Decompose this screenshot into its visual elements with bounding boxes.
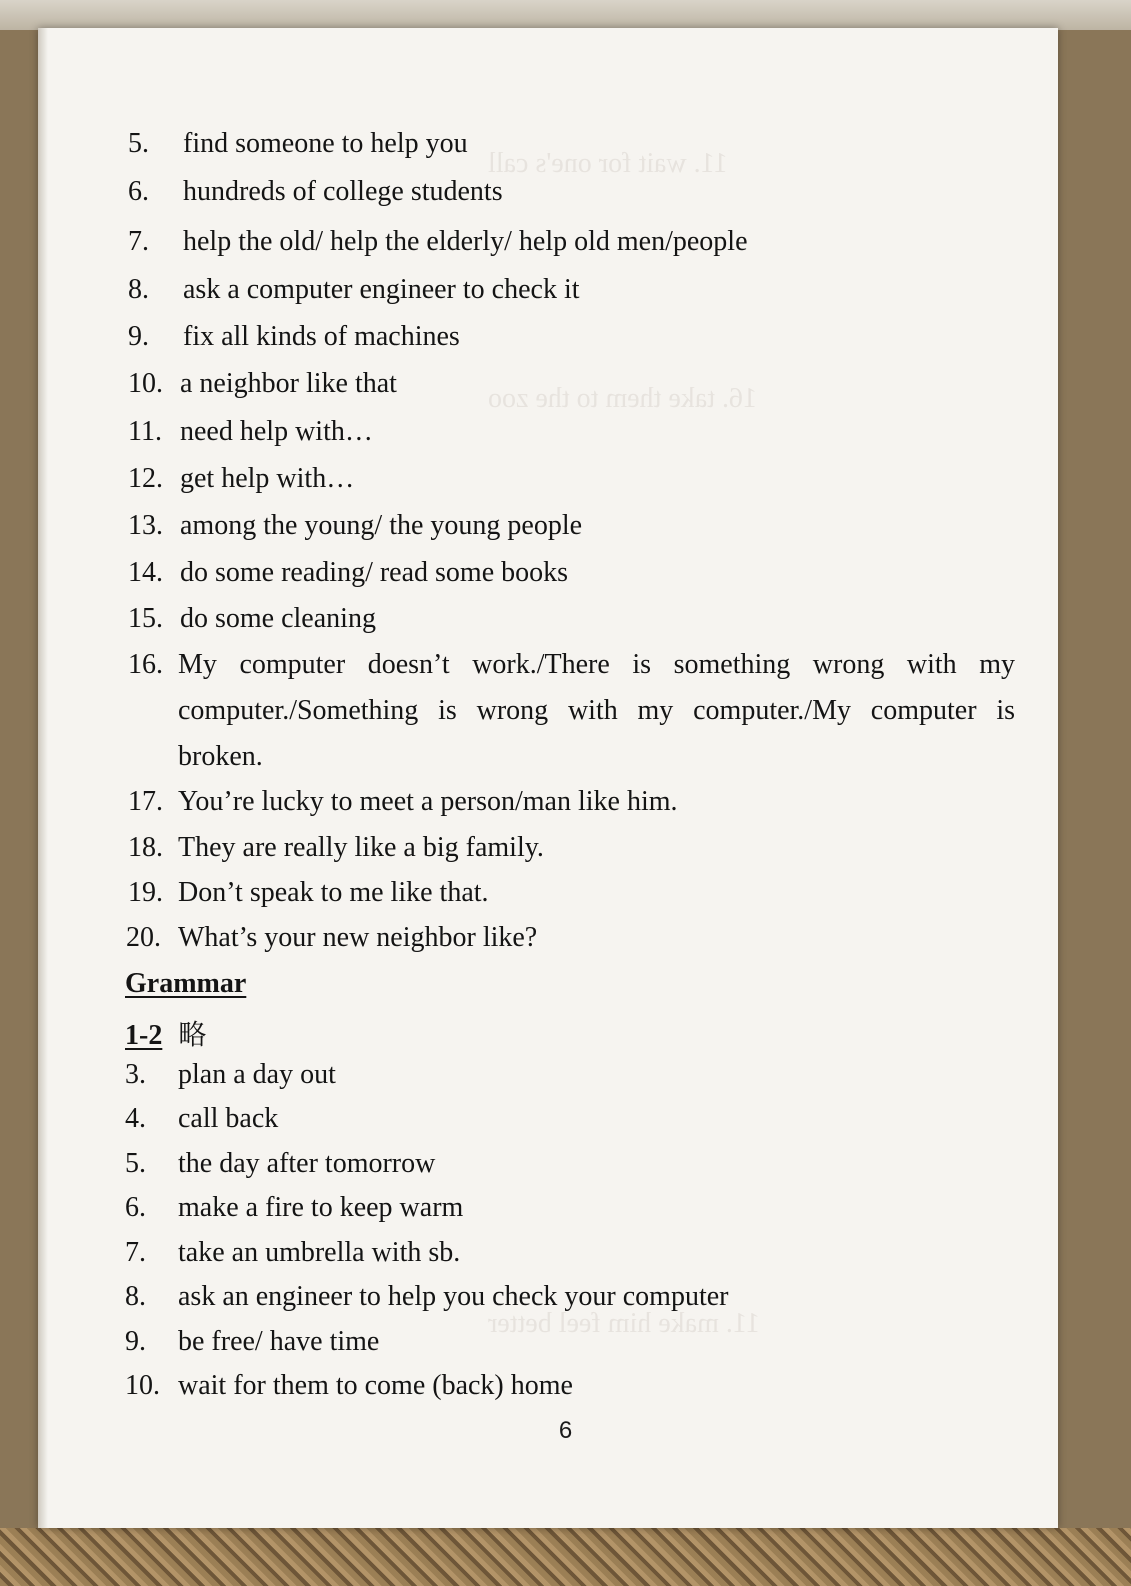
item-text: take an umbrella with sb. xyxy=(178,1237,461,1268)
item-number: 9. xyxy=(125,1326,146,1357)
item-text: plan a day out xyxy=(178,1059,336,1090)
item-number: 15. xyxy=(128,603,163,634)
item-number: 3. xyxy=(125,1059,146,1090)
item-number: 8. xyxy=(128,274,149,305)
desk-surface xyxy=(0,1528,1131,1586)
document-page xyxy=(38,28,1058,1528)
item-number: 7. xyxy=(128,226,149,257)
item-text: the day after tomorrow xyxy=(178,1148,436,1179)
show-through-texture: 11. make him feel better xyxy=(488,1308,760,1339)
item-number: 16. xyxy=(128,649,163,680)
item-text: Don’t speak to me like that. xyxy=(178,877,489,908)
item-number: 17. xyxy=(128,786,163,817)
item-text: They are really like a big family. xyxy=(178,832,544,863)
page-number: 6 xyxy=(558,1417,573,1444)
item-text: be free/ have time xyxy=(178,1326,380,1357)
item-text: call back xyxy=(178,1103,279,1134)
item-text: find someone to help you xyxy=(183,128,468,159)
show-through-texture: 16. take them to the zoo xyxy=(488,383,758,414)
subheading-note: 略 xyxy=(178,1018,207,1051)
show-through-texture: 11. wait for one's call xyxy=(488,148,728,179)
item-number: 7. xyxy=(125,1237,146,1268)
item-text: a neighbor like that xyxy=(180,368,397,399)
page-top-edge xyxy=(0,0,1131,30)
item-text: help the old/ help the elderly/ help old men/people xyxy=(183,226,748,257)
item-text: fix all kinds of machines xyxy=(183,321,460,352)
item-number: 18. xyxy=(128,832,163,863)
item-number: 19. xyxy=(128,877,163,908)
item-number: 5. xyxy=(125,1148,146,1179)
item-text: make a fire to keep warm xyxy=(178,1192,464,1223)
item-text: wait for them to come (back) home xyxy=(178,1370,573,1401)
item-number: 6. xyxy=(128,176,149,207)
item-text: among the young/ the young people xyxy=(180,510,583,541)
item-number: 12. xyxy=(128,463,163,494)
item-text: get help with… xyxy=(180,463,355,494)
item-text: ask an engineer to help you check your computer xyxy=(178,1281,729,1312)
item-text: hundreds of college students xyxy=(183,176,503,207)
item-number: 10. xyxy=(128,368,163,399)
item-text: You’re lucky to meet a person/man like him. xyxy=(178,786,678,817)
section-heading-grammar: Grammar xyxy=(125,968,247,999)
item-text: What’s your new neighbor like? xyxy=(178,922,538,953)
item-number: 6. xyxy=(125,1192,146,1223)
item-number: 8. xyxy=(125,1281,146,1312)
item-number: 14. xyxy=(128,557,163,588)
item-number: 4. xyxy=(125,1103,146,1134)
item-number: 13. xyxy=(128,510,163,541)
item-text-multiline: My computer doesn’t work./There is something wrong with my computer./Something is wrong with my computer./My computer is broken. xyxy=(178,649,1015,772)
item-number: 9. xyxy=(128,321,149,352)
item-number: 10. xyxy=(125,1370,160,1401)
item-text: ask a computer engineer to check it xyxy=(183,274,580,305)
grammar-subheading xyxy=(125,1013,206,1053)
item-text: do some reading/ read some books xyxy=(180,557,569,588)
subheading-label: 1-2 xyxy=(125,1020,163,1051)
item-text: do some cleaning xyxy=(180,603,376,634)
item-number: 11. xyxy=(128,416,162,447)
item-text: need help with… xyxy=(180,416,373,447)
item-number: 5. xyxy=(128,128,149,159)
item-number: 20. xyxy=(126,922,161,953)
